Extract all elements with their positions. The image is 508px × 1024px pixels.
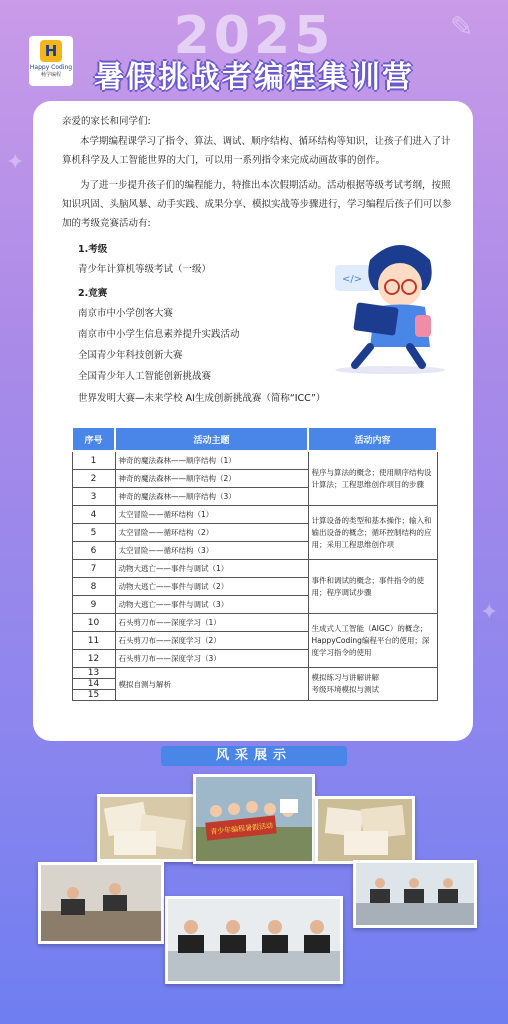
year-heading: 2025 xyxy=(173,6,335,66)
section-exam-heading: 1.考级 xyxy=(78,244,108,255)
certificates-photo xyxy=(97,794,197,862)
column-header: 活动内容 xyxy=(308,427,437,451)
bg-decoration: ✎ xyxy=(450,10,474,43)
row-number: 4 xyxy=(72,506,115,524)
row-number: 10 xyxy=(72,614,115,632)
logo-name: Happy Coding xyxy=(29,64,73,71)
bg-decoration: ✦ xyxy=(480,600,499,625)
row-number: 3 xyxy=(72,488,115,506)
classroom-photo-3 xyxy=(165,896,343,984)
table-row xyxy=(72,506,437,524)
row-topic: 动物大逃亡——事件与调试（3） xyxy=(115,596,308,614)
row-number: 9 xyxy=(72,596,115,614)
classroom-photo-2 xyxy=(353,860,477,928)
section-competition-heading: 2.竞赛 xyxy=(78,288,108,299)
row-number: 13 xyxy=(72,668,115,679)
table-row xyxy=(72,451,437,470)
row-topic: 神奇的魔法森林——顺序结构（2） xyxy=(115,470,308,488)
column-header: 活动主题 xyxy=(115,427,308,451)
row-number: 1 xyxy=(72,451,115,470)
row-number: 6 xyxy=(72,542,115,560)
brand-logo xyxy=(29,36,73,86)
kid-laptop-illustration xyxy=(330,225,450,375)
row-number: 2 xyxy=(72,470,115,488)
row-content: 程序与算法的概念；使用顺序结构设计算法；工程思维创作项目的步骤 xyxy=(308,451,437,506)
row-topic: 神奇的魔法森林——顺序结构（3） xyxy=(115,488,308,506)
greeting: 亲爱的家长和同学们: xyxy=(62,116,151,127)
row-topic: 太空冒险——循环结构（2） xyxy=(115,524,308,542)
intro-paragraph-2: 为了进一步提升孩子们的编程能力，特推出本次假期活动。活动根据等级考试考纲，按照知识巩固、头脑风暴、动手实践、成果分享、模拟实战等步骤进行，学习编程后孩子们可以参加的考级竞赛活动有: xyxy=(62,180,452,229)
competition-item: 全国青少年科技创新大赛 xyxy=(78,350,183,361)
row-topic: 石头剪刀布——深度学习（1） xyxy=(115,614,308,632)
table-row xyxy=(72,560,437,578)
row-number: 15 xyxy=(72,690,115,701)
competition-item: 世界发明大赛—未来学校 AI生成创新挑战赛（简称“ICC”） xyxy=(78,393,326,404)
row-content: 模拟练习与讲解讲解 考级环境模拟与测试 xyxy=(308,668,437,701)
row-content: 计算设备的类型和基本操作；输入和输出设备的概念；循环控制结构的应用；采用工程思维创作项 xyxy=(308,506,437,560)
row-number: 11 xyxy=(72,632,115,650)
row-number: 8 xyxy=(72,578,115,596)
row-topic: 模拟自测与解析 xyxy=(115,668,308,701)
column-header: 序号 xyxy=(72,427,115,451)
competition-item: 南京市中小学创客大赛 xyxy=(78,308,174,319)
row-topic: 太空冒险——循环结构（3） xyxy=(115,542,308,560)
competition-item: 南京市中小学生信息素养提升实践活动 xyxy=(78,329,240,340)
row-topic: 太空冒险——循环结构（1） xyxy=(115,506,308,524)
table-row xyxy=(72,668,437,679)
logo-mark-icon: H xyxy=(40,40,62,62)
row-topic: 神奇的魔法森林——顺序结构（1） xyxy=(115,451,308,470)
row-content: 生成式人工智能（AIGC）的概念；HappyCoding编程平台的使用；深度学习指令的使用 xyxy=(308,614,437,668)
row-content: 事件和调试的概念；事件指令的使用；程序调试步骤 xyxy=(308,560,437,614)
row-number: 14 xyxy=(72,679,115,690)
competition-item: 全国青少年人工智能创新挑战赛 xyxy=(78,371,212,382)
bg-decoration: ✦ xyxy=(6,150,25,175)
row-number: 7 xyxy=(72,560,115,578)
row-topic: 动物大逃亡——事件与调试（2） xyxy=(115,578,308,596)
row-topic: 石头剪刀布——深度学习（2） xyxy=(115,632,308,650)
table-row xyxy=(72,614,437,632)
banner-text: 青少年编程暑假活动 xyxy=(209,821,274,837)
row-topic: 动物大逃亡——事件与调试（1） xyxy=(115,560,308,578)
showcase-title: 风采展示 xyxy=(161,746,347,766)
page-title: 暑假挑战者编程集训营 xyxy=(94,60,414,95)
classroom-photo-1 xyxy=(38,862,164,944)
row-number: 5 xyxy=(72,524,115,542)
logo-subname: 畅学编程 xyxy=(40,72,61,78)
intro-paragraph-1: 本学期编程课学习了指令、算法、调试、顺序结构、循环结构等知识，让孩子们进入了计算机科学及人工智能世界的大门，可以用一系列指令来完成动画故事的创作。 xyxy=(62,136,451,166)
activity-table xyxy=(71,426,438,701)
certificates-photo-2 xyxy=(315,796,415,864)
group-photo xyxy=(193,774,315,864)
svg-text:</>: </> xyxy=(342,274,363,285)
exam-item: 青少年计算机等级考试（一级） xyxy=(78,264,212,275)
row-number: 12 xyxy=(72,650,115,668)
row-topic: 石头剪刀布——深度学习（3） xyxy=(115,650,308,668)
